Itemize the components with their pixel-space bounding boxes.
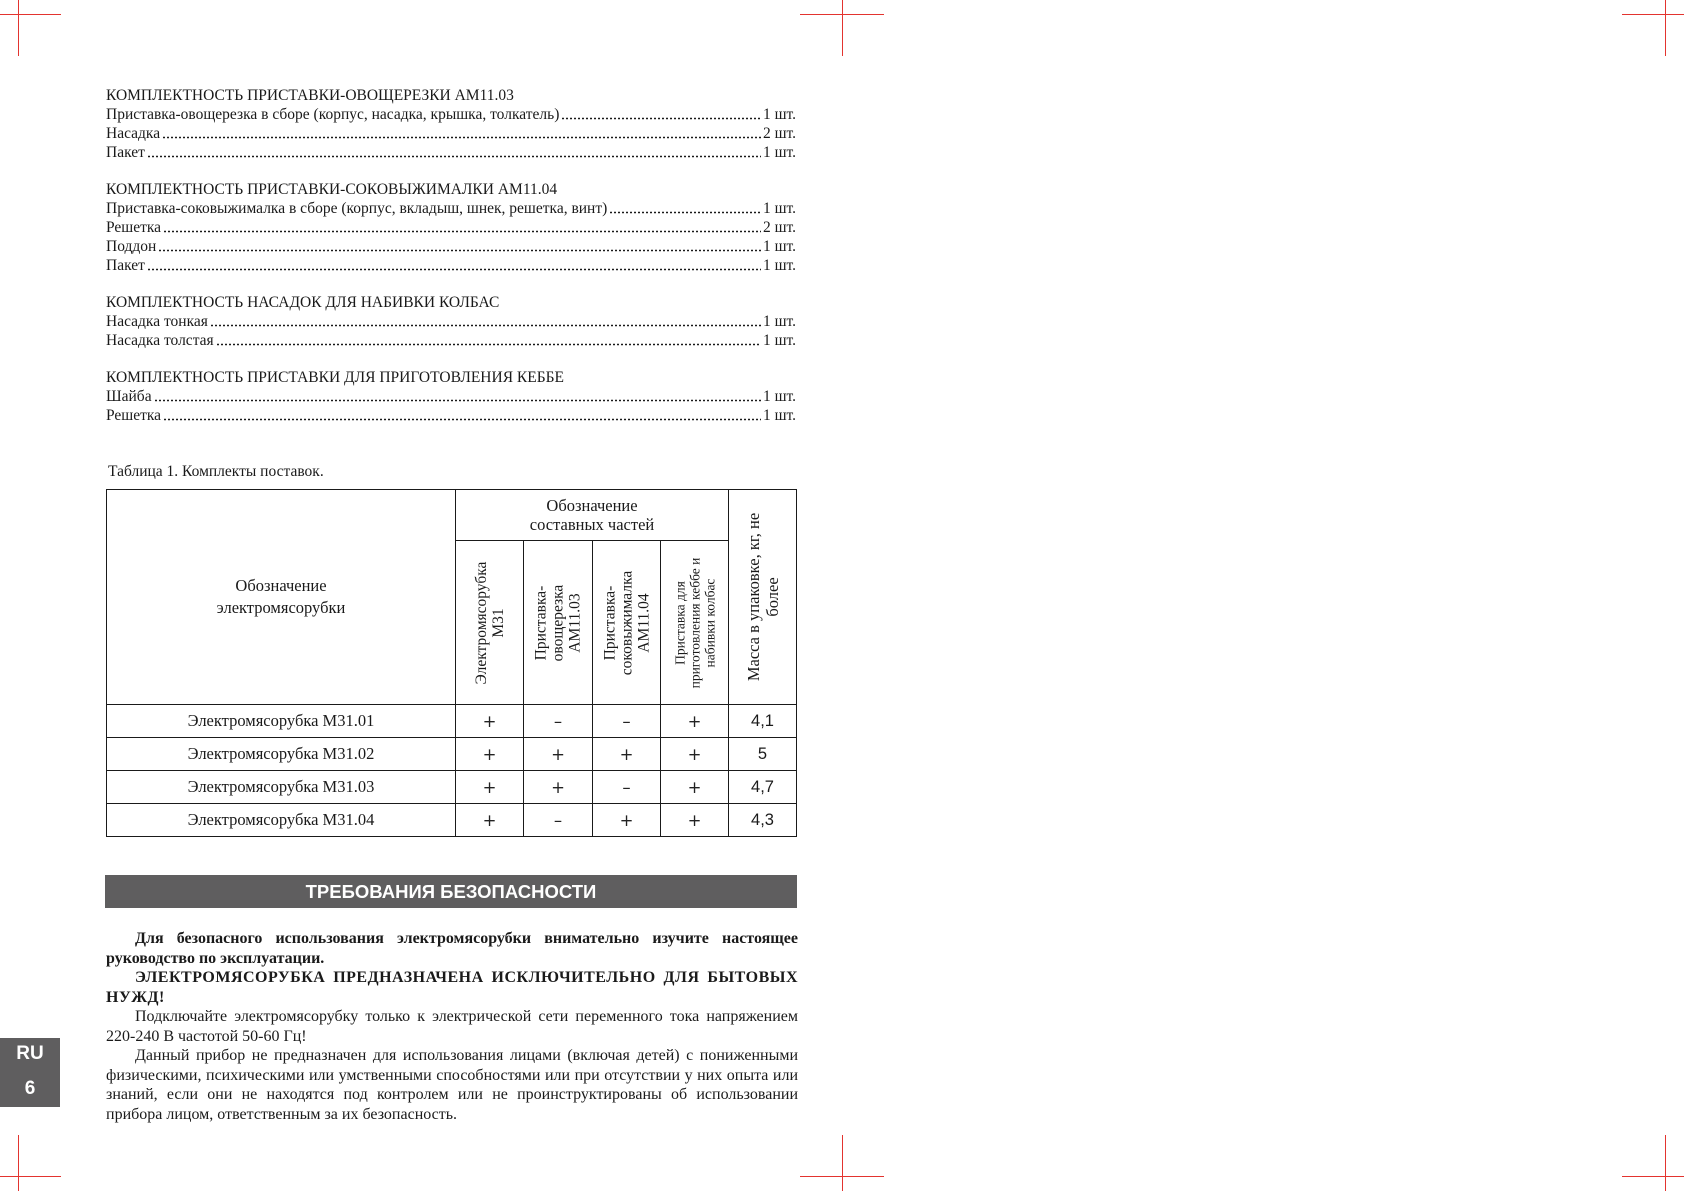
- paragraph: ЭЛЕКТРОМЯСОРУБКА ПРЕДНАЗНАЧЕНА ИСКЛЮЧИТЕЛЬНО ДЛЯ БЫТОВЫХ НУЖД!: [106, 969, 798, 1006]
- item-qty: 2 шт.: [762, 125, 796, 142]
- part-cell: +: [661, 804, 729, 837]
- part-cell: +: [661, 705, 729, 738]
- item-label: Насадка: [106, 125, 161, 142]
- list-item: [106, 199, 796, 218]
- dot-leader: [561, 117, 761, 120]
- part-cell: +: [456, 771, 524, 804]
- item-label: Насадка толстая: [106, 332, 214, 349]
- dot-leader: [163, 418, 761, 421]
- table-row: [107, 804, 797, 837]
- header-mass: Масса в упаковке, кг, не более: [729, 490, 797, 705]
- part-cell: +: [661, 771, 729, 804]
- list-item: [106, 218, 796, 237]
- mass-cell: 5: [729, 738, 797, 771]
- model-cell: Электромясорубка М31.04: [107, 804, 456, 837]
- part-cell: –: [524, 705, 593, 738]
- dot-leader: [163, 230, 761, 233]
- part-cell: +: [661, 738, 729, 771]
- dot-leader: [147, 268, 761, 271]
- item-label: Пакет: [106, 257, 145, 274]
- item-qty: 1 шт.: [762, 332, 796, 349]
- kit-lists: [106, 86, 796, 443]
- item-qty: 2 шт.: [762, 219, 796, 236]
- part-cell: –: [593, 705, 661, 738]
- section-title: КОМПЛЕКТНОСТЬ ПРИСТАВКИ-СОКОВЫЖИМАЛКИ АМ11.04: [106, 181, 558, 198]
- section-title: КОМПЛЕКТНОСТЬ ПРИСТАВКИ ДЛЯ ПРИГОТОВЛЕНИЯ КЕББЕ: [106, 369, 564, 386]
- dot-leader: [154, 399, 761, 402]
- list-item: [106, 124, 796, 143]
- mass-cell: 4,7: [729, 771, 797, 804]
- list-item: [106, 143, 796, 162]
- list-item: [106, 406, 796, 425]
- part-cell: +: [456, 804, 524, 837]
- header-parts-group: Обозначение составных частей: [456, 490, 729, 541]
- table-row: [107, 738, 797, 771]
- mass-cell: 4,1: [729, 705, 797, 738]
- item-qty: 1 шт.: [762, 144, 796, 161]
- section-title: КОМПЛЕКТНОСТЬ ПРИСТАВКИ-ОВОЩЕРЕЗКИ АМ11.03: [106, 87, 514, 104]
- dot-leader: [210, 324, 761, 327]
- dot-leader: [609, 211, 761, 214]
- model-cell: Электромясорубка М31.03: [107, 771, 456, 804]
- header-part: Приставка- овощерезка АМ11.03: [524, 541, 593, 705]
- delivery-sets-table: [106, 489, 797, 837]
- list-item: [106, 256, 796, 275]
- crop-mark: [1665, 0, 1666, 56]
- part-cell: +: [524, 738, 593, 771]
- item-label: Поддон: [106, 238, 157, 255]
- language-label: RU: [16, 1043, 44, 1064]
- list-item: [106, 105, 796, 124]
- part-cell: +: [456, 738, 524, 771]
- item-qty: 1 шт.: [762, 238, 796, 255]
- item-label: Шайба: [106, 388, 152, 405]
- list-item: [106, 237, 796, 256]
- item-label: Насадка тонкая: [106, 313, 208, 330]
- crop-mark: [1622, 1176, 1684, 1177]
- header-model: Обозначение электромясорубки: [107, 490, 456, 705]
- item-label: Решетка: [106, 407, 162, 424]
- part-cell: +: [593, 804, 661, 837]
- model-cell: Электромясорубка М31.01: [107, 705, 456, 738]
- language-page-tab: [0, 1038, 60, 1107]
- item-qty: 1 шт.: [762, 313, 796, 330]
- dot-leader: [216, 343, 761, 346]
- crop-mark: [0, 1176, 61, 1177]
- table-caption: Таблица 1. Комплекты поставок.: [108, 463, 324, 480]
- item-qty: 1 шт.: [762, 200, 796, 217]
- part-cell: +: [593, 738, 661, 771]
- dot-leader: [147, 155, 761, 158]
- header-part: Приставка для приготовления кеббе и набивки колбас: [661, 541, 729, 705]
- item-qty: 1 шт.: [762, 106, 796, 123]
- list-item: [106, 331, 796, 350]
- list-item: [106, 387, 796, 406]
- item-label: Решетка: [106, 219, 162, 236]
- item-label: Приставка-соковыжималка в сборе (корпус, вкладыш, шнек, решетка, винт): [106, 200, 608, 217]
- section-banner: ТРЕБОВАНИЯ БЕЗОПАСНОСТИ: [105, 875, 797, 908]
- crop-mark: [842, 1135, 843, 1191]
- crop-mark: [18, 1135, 19, 1191]
- kit-section: [106, 293, 796, 350]
- paragraph: Данный прибор не предназначен для использования лицами (включая детей) с пониженными физическими, психическими или умственными способностями или при отсутствии у них опыта или знаний, если они не находятся под контролем или не проинструктированы об использовании прибора лицом, ответственным за их безопасность.: [106, 1047, 798, 1123]
- safety-text: [106, 929, 798, 1124]
- paragraph: Подключайте электромясорубку только к электрической сети переменного тока напряжением 220-240 В частотой 50-60 Гц!: [106, 1008, 798, 1045]
- part-cell: +: [524, 771, 593, 804]
- item-qty: 1 шт.: [762, 388, 796, 405]
- crop-mark: [18, 0, 19, 56]
- item-qty: 1 шт.: [762, 407, 796, 424]
- part-cell: +: [456, 705, 524, 738]
- kit-section: [106, 86, 796, 162]
- page-number: 6: [24, 1078, 36, 1099]
- crop-mark: [0, 14, 61, 15]
- item-label: Пакет: [106, 144, 145, 161]
- part-cell: –: [593, 771, 661, 804]
- header-part: Приставка- соковыжималка АМ11.04: [593, 541, 661, 705]
- crop-mark: [1665, 1135, 1666, 1191]
- mass-cell: 4,3: [729, 804, 797, 837]
- item-label: Приставка-овощерезка в сборе (корпус, насадка, крышка, толкатель): [106, 106, 560, 123]
- header-part: Электромясорубка М31: [456, 541, 524, 705]
- list-item: [106, 312, 796, 331]
- table-row: [107, 771, 797, 804]
- crop-mark: [1622, 14, 1684, 15]
- section-title: КОМПЛЕКТНОСТЬ НАСАДОК ДЛЯ НАБИВКИ КОЛБАС: [106, 294, 500, 311]
- crop-mark: [842, 0, 843, 56]
- kit-section: [106, 180, 796, 275]
- table-row: [107, 705, 797, 738]
- paragraph: Для безопасного использования электромясорубки внимательно изучите настоящее руководство по эксплуатации.: [106, 930, 798, 967]
- item-qty: 1 шт.: [762, 257, 796, 274]
- dot-leader: [158, 249, 761, 252]
- model-cell: Электромясорубка М31.02: [107, 738, 456, 771]
- kit-section: [106, 368, 796, 425]
- part-cell: –: [524, 804, 593, 837]
- dot-leader: [162, 136, 761, 139]
